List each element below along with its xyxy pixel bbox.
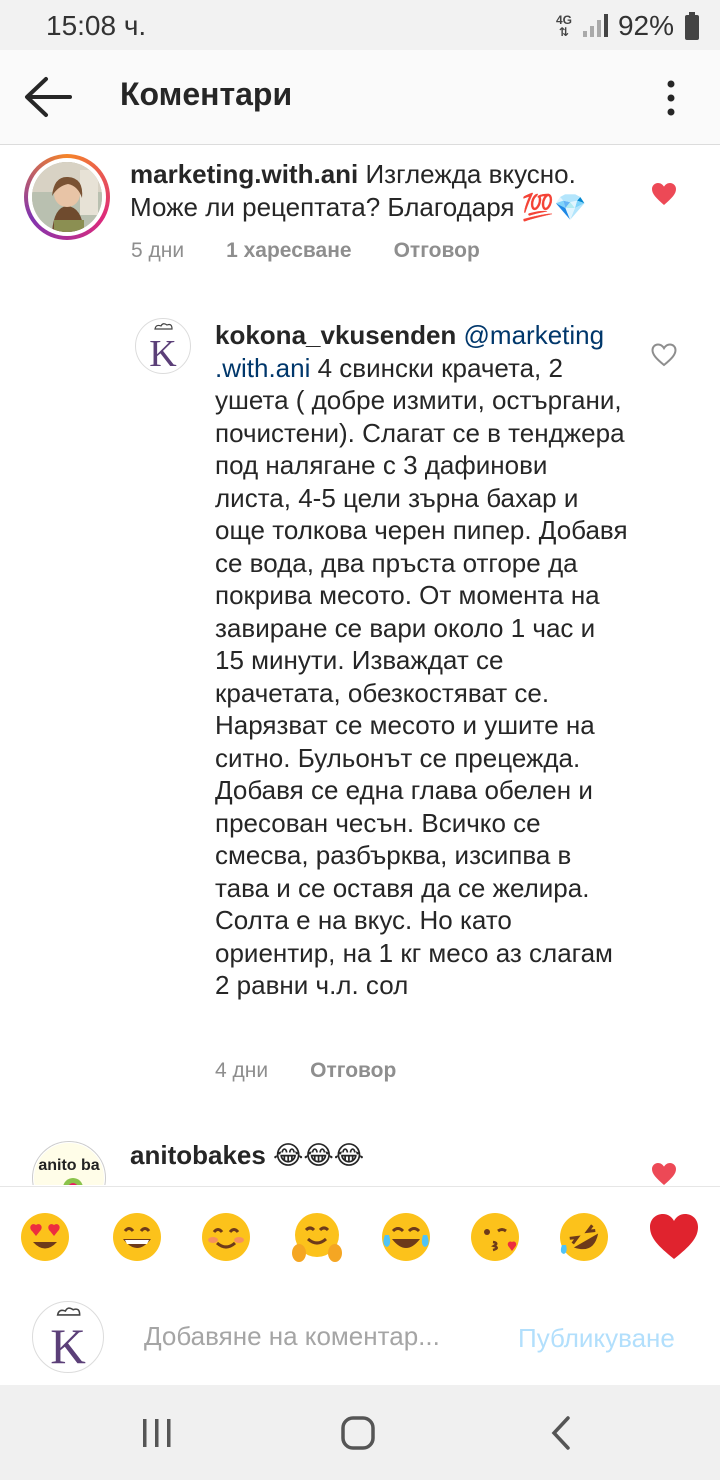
reply-button[interactable]: Отговор — [310, 1059, 397, 1082]
mention-link[interactable]: @marketing .with.ani — [215, 320, 605, 383]
avatar[interactable] — [32, 1141, 106, 1185]
home-icon[interactable] — [340, 1415, 376, 1451]
k-logo-icon — [33, 1302, 103, 1372]
comment-username[interactable]: marketing.with.ani — [130, 159, 359, 189]
more-options-icon[interactable] — [656, 76, 686, 120]
comment-text — [215, 319, 630, 1002]
recent-apps-icon[interactable] — [140, 1417, 174, 1449]
comment-input[interactable] — [144, 1321, 494, 1352]
comment-body: 😂😂😂 — [265, 1140, 365, 1170]
comment-username[interactable]: kokona_vkusenden — [215, 320, 457, 350]
rolling-laughing-emoji[interactable] — [558, 1211, 610, 1263]
network-indicator: 4G ⇅ — [555, 13, 572, 39]
reply-button[interactable]: Отговор — [393, 239, 480, 262]
heart-filled-icon[interactable] — [651, 182, 677, 206]
avatar[interactable] — [32, 162, 102, 232]
heart-filled-icon[interactable] — [651, 1162, 677, 1185]
smiling-blush-emoji[interactable] — [200, 1211, 252, 1263]
status-indicators — [556, 10, 700, 42]
comment-meta — [215, 1059, 396, 1083]
kissing-heart-emoji[interactable] — [469, 1211, 521, 1263]
red-heart-emoji[interactable] — [648, 1211, 700, 1263]
comment-input-bar — [0, 1285, 720, 1385]
comment-body: 4 свински крачета, 2 ушета ( добре измити, остъргани, почистени). Слагат се в тенджера под налягане с 3 дафинови листа, 4-5 цели зърна бахар и още толкова черен пипер. Добавя се вода, два пръста отгоре да покрива месото. От момента на завиране се вари около 1 час и 15 минути. Изваждат се крачетата, обезкостяват се. Нарязват се месото и ушите на ситно. Бульонът се прецежда. Добавя се една глава обелен и пресован чесън. Всичко се смесва, разбърква, изсипва в тава и се оставя да се желира. Солта е на вкус. Но като ориентир, на 1 кг месо аз слагам 2 равни ч.л. сол — [215, 352, 628, 1000]
grinning-emoji[interactable] — [111, 1211, 163, 1263]
comment-meta — [131, 239, 480, 263]
comment-text — [130, 1139, 630, 1172]
emoji-quick-bar — [0, 1186, 720, 1286]
app-header — [0, 50, 720, 145]
heart-outline-icon[interactable] — [651, 343, 677, 367]
comment-body: Изглежда вкусно. Може ли рецептата? Благодаря 💯💎 — [130, 159, 587, 222]
signal-icon — [582, 14, 608, 38]
comment-age: 4 дни — [215, 1059, 269, 1082]
user-photo-icon — [32, 162, 102, 232]
svg-text:K: K — [50, 1318, 86, 1372]
comments-list[interactable] — [0, 145, 720, 1185]
comment-username[interactable]: anitobakes — [130, 1140, 266, 1170]
heart-eyes-emoji[interactable] — [19, 1211, 71, 1263]
status-time: 15:08 ч. — [46, 10, 147, 41]
page-title: Коментари — [120, 76, 293, 112]
battery-percent: 92% — [617, 10, 674, 41]
svg-text:anito ba: anito ba — [38, 1157, 100, 1174]
hugging-emoji[interactable] — [291, 1211, 343, 1263]
network-label: 4G — [555, 13, 572, 27]
anitobakes-logo-icon — [33, 1142, 105, 1185]
back-nav-icon[interactable] — [548, 1415, 574, 1451]
comment-age: 5 дни — [131, 239, 185, 262]
back-arrow-icon[interactable] — [20, 74, 76, 120]
k-logo-icon — [136, 319, 190, 373]
status-bar — [0, 0, 720, 50]
tears-of-joy-emoji[interactable] — [380, 1211, 432, 1263]
comment-likes[interactable]: 1 харесване — [226, 239, 352, 262]
my-avatar — [32, 1301, 104, 1373]
comment-text — [130, 158, 630, 223]
avatar[interactable] — [135, 318, 191, 374]
publish-button[interactable]: Публикуване — [518, 1323, 675, 1353]
battery-icon — [684, 12, 700, 40]
system-nav-bar — [0, 1385, 720, 1480]
svg-text:K: K — [149, 333, 177, 373]
